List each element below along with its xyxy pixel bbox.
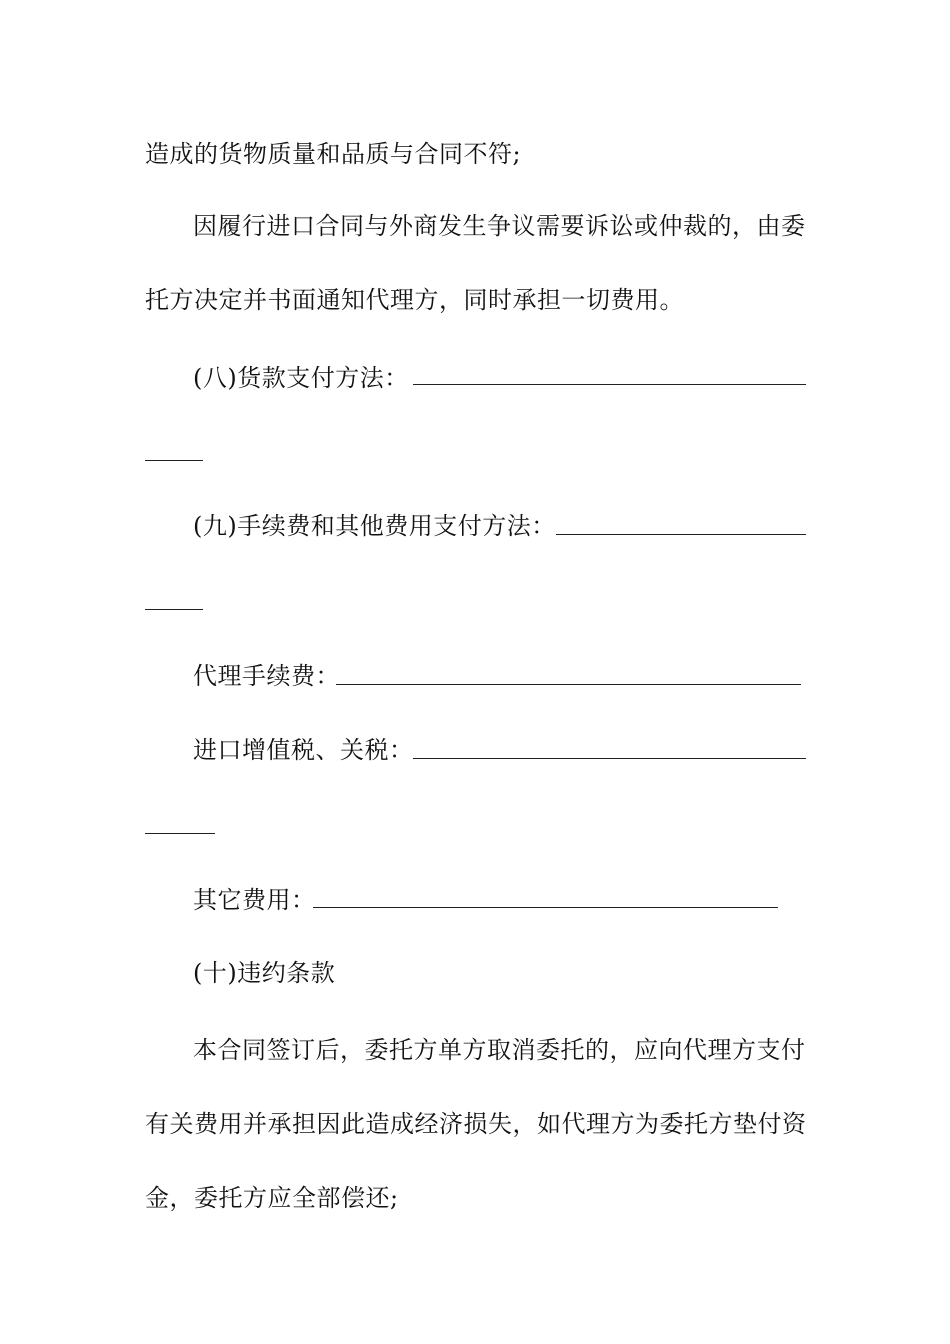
paragraph-line: 本合同签订后，委托方单方取消委托的，应向代理方支付	[193, 1036, 806, 1064]
paragraph-line: 造成的货物质量和品质与合同不符;	[145, 140, 522, 168]
fee-method-blank[interactable]	[556, 534, 806, 535]
fee-method-blank-continued[interactable]	[145, 609, 203, 610]
other-fee-blank[interactable]	[313, 907, 778, 908]
paragraph-line: 托方决定并书面通知代理方，同时承担一切费用。	[145, 286, 684, 314]
payment-method-blank-continued[interactable]	[145, 460, 203, 461]
paragraph-line: 金，委托方应全部偿还;	[145, 1184, 399, 1212]
agency-fee-label: 代理手续费：	[193, 662, 340, 690]
fee-method-label: (九)手续费和其他费用支付方法：	[193, 512, 556, 540]
breach-heading: (十)违约条款	[193, 959, 336, 987]
agency-fee-field	[145, 656, 810, 696]
tax-label: 进口增值税、关税：	[193, 736, 414, 764]
paragraph-line: 因履行进口合同与外商发生争议需要诉讼或仲裁的，由委	[193, 212, 806, 240]
agency-fee-blank[interactable]	[336, 684, 801, 685]
tax-field	[145, 730, 810, 770]
payment-method-field	[145, 358, 810, 398]
paragraph-line: 有关费用并承担因此造成经济损失，如代理方为委托方垫付资	[145, 1110, 807, 1138]
tax-blank[interactable]	[413, 758, 806, 759]
tax-blank-continued[interactable]	[145, 833, 215, 834]
other-fee-field	[145, 880, 810, 920]
payment-method-blank[interactable]	[413, 384, 806, 385]
fee-method-field	[145, 506, 810, 546]
payment-method-label: (八)货款支付方法：	[193, 364, 409, 392]
other-fee-label: 其它费用：	[193, 886, 316, 914]
